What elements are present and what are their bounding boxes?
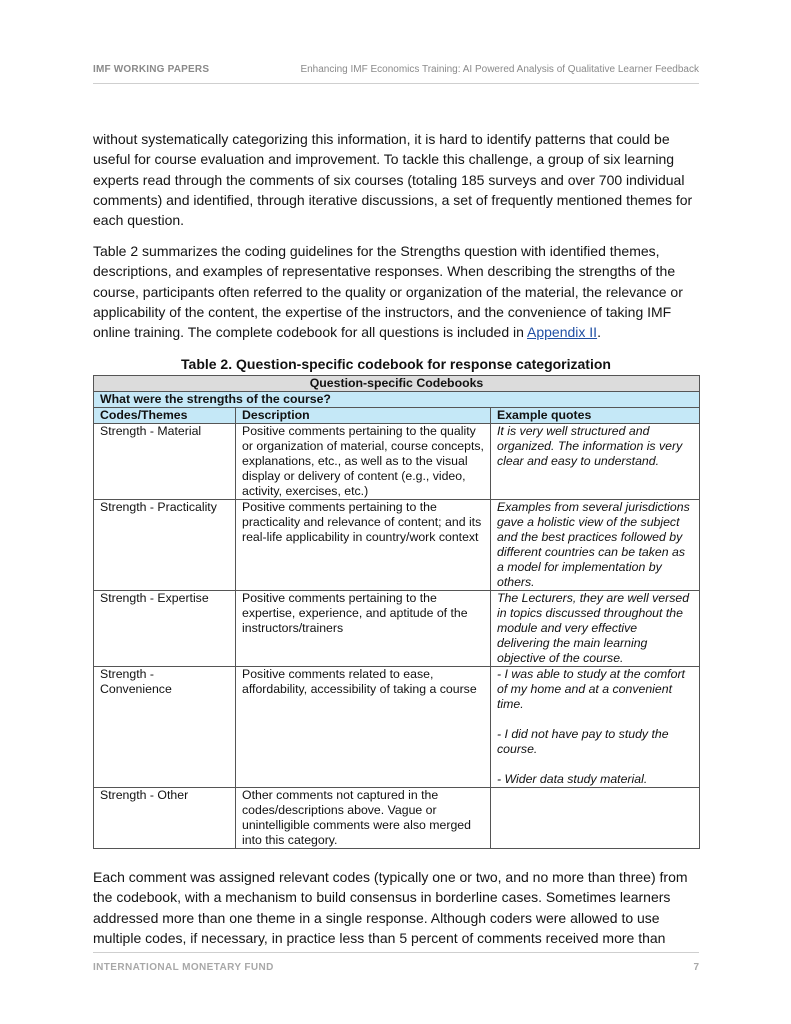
running-header [93,64,699,84]
column-header-description: Description [236,408,491,424]
column-header-examples: Example quotes [491,408,700,424]
row-description: Positive comments pertaining to the expertise, experience, and aptitude of the instructors/trainers [236,591,491,667]
row-code: Strength - Material [94,424,236,500]
row-code: Strength - Practicality [94,500,236,591]
body-paragraph-3: Each comment was assigned relevant codes (typically one or two, and no more than three) from the codebook, with a mechanism to build consensus in borderline cases. Sometimes learners addressed more than one theme in a single response. Although coders were allowed to use multiple codes, if necessary, in practice less than 5 percent of comments received more than [93,869,688,946]
table-row [94,591,700,667]
table-row [94,424,700,500]
row-code-text: Strength - Convenience [100,667,172,696]
header-series-title: IMF WORKING PAPERS [93,64,210,75]
row-description: Positive comments pertaining to the quality or organization of material, course concepts, explanations, etc., as well as to the visual display or delivery of content (e.g., video, activity, exercises, etc.) [236,424,491,500]
row-description: Positive comments pertaining to the practicality and relevance of content; and its real-life applicability in country/work context [236,500,491,591]
header-paper-title: Enhancing IMF Economics Training: AI Powered Analysis of Qualitative Learner Feedback [300,64,699,75]
example-quote: - I did not have pay to study the course. [497,727,669,756]
row-example: Examples from several jurisdictions gave a holistic view of the subject and the best practices followed by different countries can be taken as a model for implementation by others. [491,500,700,591]
table-title: Question-specific Codebooks [94,376,700,392]
column-header-codes: Codes/Themes [94,408,236,424]
table-question-row [94,392,700,408]
row-code: Strength - Expertise [94,591,236,667]
body-paragraph-2 [93,241,699,342]
paragraph-2-text: Table 2 summarizes the coding guidelines for the Strengths question with identified themes, descriptions, and examples of representative responses. When describing the strengths of the course, participants often referred to the quality or organization of the material, the relevance or applicability of the content, the expertise of the instructors, and the convenience of taking IMF online training. The complete codebook for all questions is included in [93,243,683,341]
example-quote: - Wider data study material. [497,772,648,786]
row-code: Strength - Other [94,788,236,849]
footer-organization: INTERNATIONAL MONETARY FUND [93,962,274,973]
example-quote: - I was able to study at the comfort of my home and at a convenient time. [497,667,685,711]
table-row [94,788,700,849]
table-caption: Table 2. Question-specific codebook for response categorization [181,356,611,372]
row-description: Positive comments related to ease, affordability, accessibility of taking a course [236,667,491,788]
table-question: What were the strengths of the course? [94,392,700,408]
row-example: The Lecturers, they are well versed in topics discussed throughout the module and very effective delivering the main learning objective of the course. [491,591,700,667]
row-code [94,667,236,788]
table-header-row [94,408,700,424]
table-row [94,667,700,788]
paragraph-2-end: . [597,324,601,341]
body-paragraph-1: without systematically categorizing this information, it is hard to identify patterns that could be useful for course evaluation and improvement. To tackle this challenge, a group of six learning experts read through the comments of six courses (totaling 185 surveys and over 700 individual comments) and identified, through iterative discussions, a set of frequently mentioned themes for each question. [93,131,693,229]
row-example: It is very well structured and organized. The information is very clear and easy to understand. [491,424,700,500]
page-number: 7 [693,962,699,973]
row-example [491,667,700,788]
page-footer [93,952,699,976]
codebook-table [93,375,700,849]
appendix-link[interactable]: Appendix II [527,324,598,341]
row-description: Other comments not captured in the codes/descriptions above. Vague or unintelligible comments were also merged into this category. [236,788,491,849]
table-title-row [94,376,700,392]
row-example [491,788,700,849]
table-row [94,500,700,591]
